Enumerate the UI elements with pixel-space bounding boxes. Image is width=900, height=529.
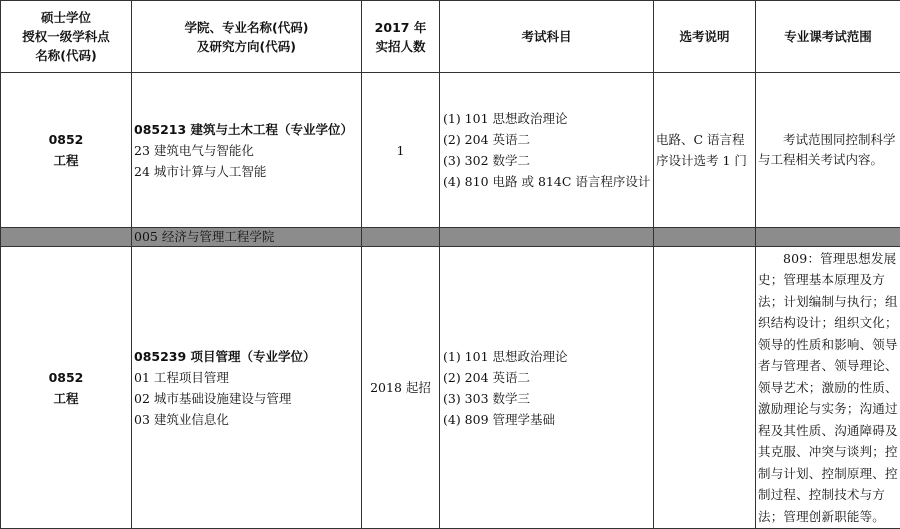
department-row — [1, 228, 900, 247]
header-row — [1, 1, 900, 73]
degree-code: 0852 — [48, 369, 84, 385]
subject-item: (1) 101 思想政治理论 — [443, 111, 568, 126]
header-college-major — [132, 1, 362, 73]
subject-item: (4) 809 管理学基础 — [443, 411, 556, 427]
subject-item: (2) 204 英语二 — [443, 369, 531, 385]
direction-item: 02 城市基础设施建设与管理 — [134, 390, 292, 406]
dept-blank-cell — [654, 228, 756, 247]
dept-blank-cell — [1, 228, 132, 247]
degree-cell — [1, 247, 132, 529]
subject-item: (2) 204 英语二 — [443, 132, 531, 147]
degree-name: 工程 — [53, 153, 79, 168]
subjects-cell — [440, 73, 654, 228]
enrollment-cell: 1 — [362, 73, 440, 228]
direction-item: 24 城市计算与人工智能 — [134, 163, 267, 179]
major-cell — [132, 247, 362, 529]
header-degree-line: 硕士学位 — [40, 10, 91, 25]
direction-item: 23 建筑电气与智能化 — [134, 142, 254, 158]
degree-name: 工程 — [53, 390, 79, 406]
direction-item: 01 工程项目管理 — [134, 369, 229, 385]
subject-item: (3) 302 数学二 — [443, 153, 531, 168]
header-degree-line: 授权一级学科点 — [22, 29, 110, 44]
department-name: 005 经济与管理工程学院 — [132, 228, 362, 247]
dept-blank-cell — [756, 228, 900, 247]
header-enrollment-line: 实招人数 — [375, 38, 426, 54]
header-enrollment-line: 2017 年 — [374, 19, 427, 35]
header-subjects: 考试科目 — [440, 1, 654, 73]
header-college-major-line: 及研究方向(代码) — [197, 38, 296, 54]
header-scope: 专业课考试范围 — [756, 1, 900, 73]
subject-item: (3) 303 数学三 — [443, 390, 531, 406]
table-row-085239 — [1, 247, 900, 529]
table-row-085213 — [1, 73, 900, 228]
elective-note-cell — [654, 247, 756, 529]
header-enrollment — [362, 1, 440, 73]
major-name: 085239 项目管理（专业学位） — [134, 348, 316, 364]
major-name: 085213 建筑与土木工程（专业学位） — [134, 121, 354, 137]
subject-item: (1) 101 思想政治理论 — [443, 348, 568, 364]
elective-note-cell: 电路、C 语言程序设计选考 1 门 — [654, 73, 756, 228]
header-college-major-line: 学院、专业名称(代码) — [184, 19, 309, 35]
header-degree — [1, 1, 132, 73]
direction-item: 03 建筑业信息化 — [134, 411, 229, 427]
scope-cell: 考试范围同控制科学与工程相关考试内容。 — [756, 73, 900, 228]
scope-cell: 809：管理思想发展史；管理基本原理及方法；计划编制与执行；组织结构设计；组织文化；领导的性质和影响、领导者与管理者、领导理论、领导艺术；激励的性质、激励理论与实务；沟通过程及其性质、沟通障碍及其克服、冲突与谈判；控制与计划、控制原理、控制过程、控制技术与方法；管理创新职能等。 — [756, 247, 900, 529]
major-cell — [132, 73, 362, 228]
dept-blank-cell — [440, 228, 654, 247]
subjects-cell — [440, 247, 654, 529]
dept-blank-cell — [362, 228, 440, 247]
subject-item: (4) 810 电路 或 814C 语言程序设计 — [443, 174, 651, 189]
header-degree-line: 名称(代码) — [35, 48, 97, 63]
enrollment-cell: 2018 起招 — [362, 247, 440, 529]
header-elective-note: 选考说明 — [654, 1, 756, 73]
degree-cell — [1, 73, 132, 228]
degree-code: 0852 — [48, 132, 84, 147]
